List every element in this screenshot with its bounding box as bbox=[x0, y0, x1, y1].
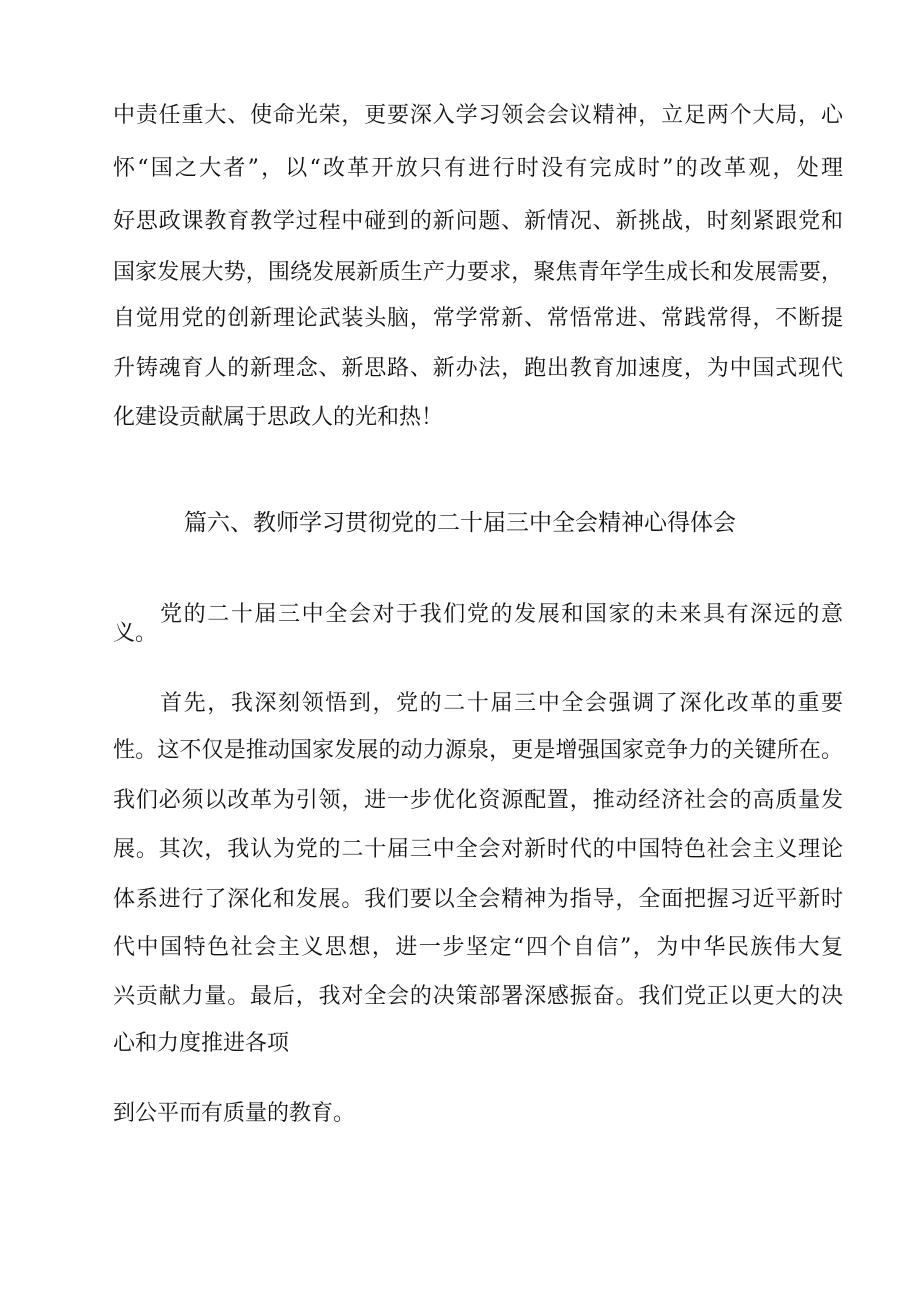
paragraph-line: 化建设贡献属于思政人的光和热！ bbox=[113, 405, 444, 430]
paragraph-line: 体系进行了深化和发展。我们要以全会精神为指导，全面把握习近平新时 bbox=[113, 887, 843, 912]
paragraph-line: 代中国特色社会主义思想，进一步坚定“四个自信”，为中华民族伟大复 bbox=[113, 935, 843, 960]
paragraph-line: 展。其次，我认为党的二十届三中全会对新时代的中国特色社会主义理论 bbox=[113, 837, 843, 862]
paragraph-line: 中责任重大、使命光荣，更要深入学习领会会议精神，立足两个大局，心 bbox=[113, 103, 843, 128]
paragraph-line: 党的二十届三中全会对于我们党的发展和国家的未来具有深远的意 bbox=[160, 602, 843, 627]
paragraph-line: 好思政课教育教学过程中碰到的新问题、新情况、新挑战，时刻紧跟党和 bbox=[113, 209, 843, 234]
paragraph-line: 首先，我深刻领悟到，党的二十届三中全会强调了深化改革的重要 bbox=[160, 691, 843, 716]
paragraph-line: 兴贡献力量。最后，我对全会的决策部署深感振奋。我们党正以更大的决 bbox=[113, 984, 843, 1009]
paragraph-line: 国家发展大势，围绕发展新质生产力要求，聚焦青年学生成长和发展需要， bbox=[113, 260, 843, 285]
section-title: 篇六、教师学习贯彻党的二十届三中全会精神心得体会 bbox=[184, 510, 736, 536]
paragraph-line: 升铸魂育人的新理念、新思路、新办法，跑出教育加速度，为中国式现代 bbox=[113, 356, 843, 381]
paragraph-line: 心和力度推进各项 bbox=[113, 1031, 290, 1056]
paragraph-line: 我们必须以改革为引领，进一步优化资源配置，推动经济社会的高质量发 bbox=[113, 788, 843, 813]
paragraph-line: 性。这不仅是推动国家发展的动力源泉，更是增强国家竞争力的关键所在。 bbox=[113, 738, 843, 763]
paragraph-line: 自觉用党的创新理论武装头脑，常学常新、常悟常进、常践常得，不断提 bbox=[113, 306, 843, 331]
paragraph-line: 怀“国之大者”，以“改革开放只有进行时没有完成时”的改革观，处理 bbox=[113, 156, 843, 181]
paragraph-line: 到公平而有质量的教育。 bbox=[113, 1101, 356, 1126]
paragraph-line: 义。 bbox=[113, 621, 158, 646]
